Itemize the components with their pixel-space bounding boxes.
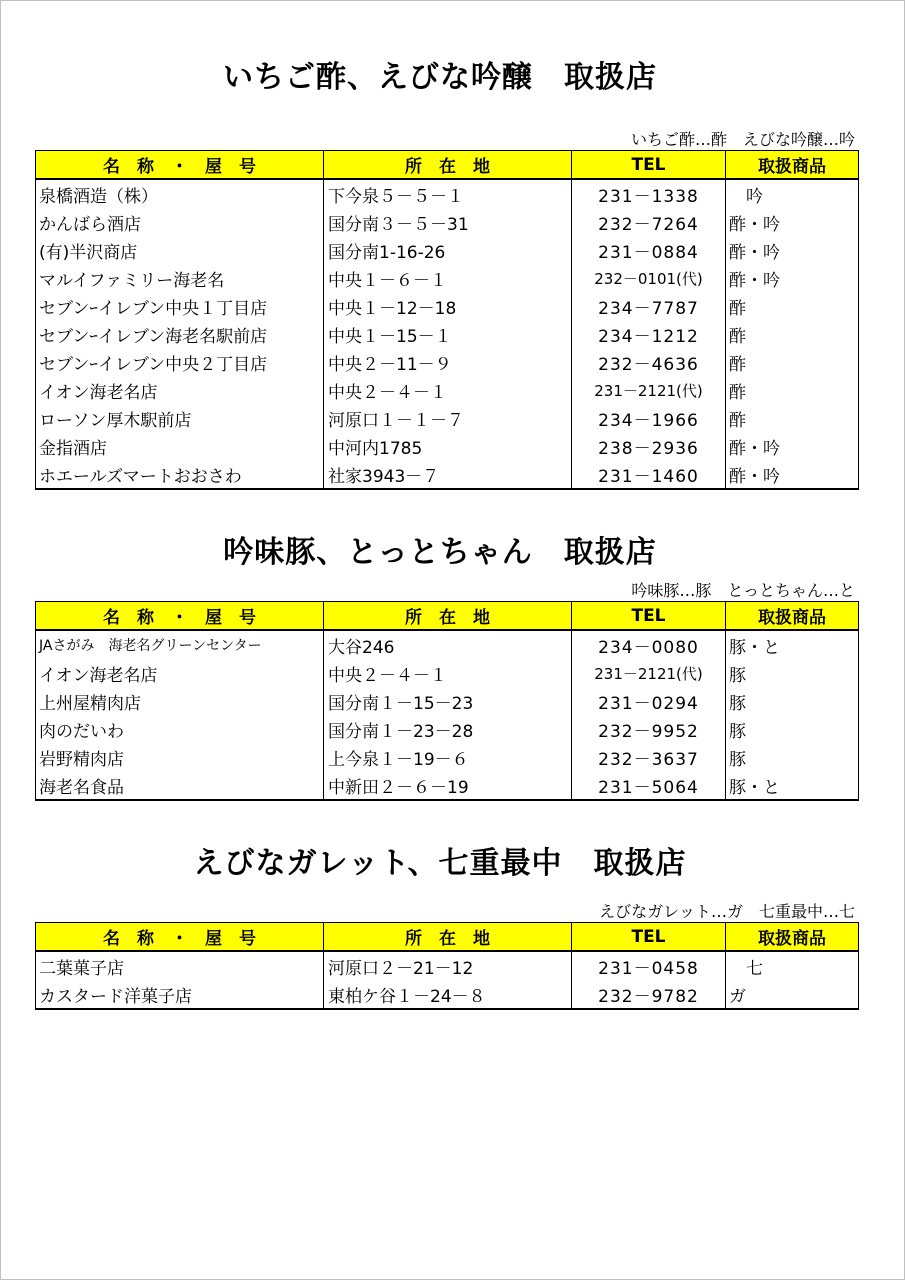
shop-tel: 231－1338 [572,179,726,208]
shop-goods: 酢 [726,404,859,432]
section-legend: えびなガレット…ガ 七重最中…七 [599,902,855,921]
header-tel: TEL [572,151,726,180]
shop-name: 泉橋酒造（株） [36,179,324,208]
shop-goods: 豚・と [726,630,859,659]
table-row [36,208,859,236]
shop-tel: 231－0294 [572,687,726,715]
shop-address: 中央２－４－１ [324,659,572,687]
shop-address: 中河内1785 [324,432,572,460]
shop-name: ホエールズマートおおさわ [36,460,324,489]
shop-name: イオン海老名店 [36,376,324,404]
shop-address: 中新田２－６－19 [324,771,572,800]
shop-tel: 231－2121(代) [572,659,726,687]
shop-name: 海老名食品 [36,771,324,800]
table-row [36,659,859,687]
table-row [36,404,859,432]
table-row [36,980,859,1009]
section-title: 吟味豚、とっとちゃん 取扱店 [223,535,657,570]
shop-tel: 231－0458 [572,951,726,980]
section-legend: いちご酢…酢 えびな吟醸…吟 [630,130,855,149]
table-row [36,348,859,376]
shop-tel: 232－9952 [572,715,726,743]
shop-address: 社家3943－７ [324,460,572,489]
header-goods: 取扱商品 [726,151,859,180]
shop-goods: 豚 [726,659,859,687]
shop-goods: 酢・吟 [726,264,859,292]
shop-address: 中央２－11－９ [324,348,572,376]
shop-address: 河原口２－21－12 [324,951,572,980]
shop-address: 大谷246 [324,630,572,659]
shop-goods: 七 [726,951,859,980]
table-row [36,179,859,208]
shop-name: 上州屋精肉店 [36,687,324,715]
shop-goods: 酢 [726,320,859,348]
shop-name: (有)半沢商店 [36,236,324,264]
shop-goods: 酢・吟 [726,460,859,489]
shop-tel: 231－2121(代) [572,376,726,404]
shop-name: ローソン厚木駅前店 [36,404,324,432]
shop-goods: 酢 [726,292,859,320]
shop-name: 岩野精肉店 [36,743,324,771]
shop-goods: 豚・と [726,771,859,800]
shop-name: 金指酒店 [36,432,324,460]
shop-goods: 豚 [726,715,859,743]
header-name: 名 称 ・ 屋 号 [36,923,324,952]
shop-tel: 232－3637 [572,743,726,771]
header-name: 名 称 ・ 屋 号 [36,602,324,631]
header-goods: 取扱商品 [726,602,859,631]
shop-name: 肉のだいわ [36,715,324,743]
table-row [36,264,859,292]
shop-table [35,922,859,1010]
shop-table [35,150,859,490]
shop-goods: 吟 [726,179,859,208]
shop-tel: 232－0101(代) [572,264,726,292]
table-row [36,951,859,980]
table-row [36,687,859,715]
shop-name: JAさがみ 海老名グリーンセンター [36,630,324,659]
table-row [36,630,859,659]
table-row [36,743,859,771]
table-row [36,236,859,264]
table-row [36,292,859,320]
shop-name: カスタード洋菓子店 [36,980,324,1009]
shop-address: 中央２－４－１ [324,376,572,404]
shop-address: 国分南３－５－31 [324,208,572,236]
shop-tel: 234－0080 [572,630,726,659]
shop-name: イオン海老名店 [36,659,324,687]
table-header-row [36,151,859,180]
shop-address: 中央１－15－１ [324,320,572,348]
shop-address: 河原口１－１－７ [324,404,572,432]
shop-goods: ガ [726,980,859,1009]
table-row [36,320,859,348]
shop-goods: 酢・吟 [726,432,859,460]
shop-name: セブンｰイレブン中央２丁目店 [36,348,324,376]
shop-address: 上今泉１－19－６ [324,743,572,771]
shop-goods: 豚 [726,687,859,715]
shop-name: マルイファミリー海老名 [36,264,324,292]
shop-goods: 酢 [726,348,859,376]
header-address: 所 在 地 [324,151,572,180]
shop-name: 二葉菓子店 [36,951,324,980]
shop-name: セブンｰイレブン海老名駅前店 [36,320,324,348]
shop-tel: 234－1966 [572,404,726,432]
shop-tel: 231－1460 [572,460,726,489]
shop-tel: 234－7787 [572,292,726,320]
shop-tel: 238－2936 [572,432,726,460]
table-header-row [36,602,859,631]
shop-address: 国分南１－23－28 [324,715,572,743]
shop-tel: 231－5064 [572,771,726,800]
header-tel: TEL [572,602,726,631]
shop-goods: 酢・吟 [726,236,859,264]
header-tel: TEL [572,923,726,952]
shop-tel: 232－9782 [572,980,726,1009]
shop-tel: 231－0884 [572,236,726,264]
section-title: えびなガレット、七重最中 取扱店 [193,846,687,881]
header-name: 名 称 ・ 屋 号 [36,151,324,180]
table-row [36,376,859,404]
header-address: 所 在 地 [324,923,572,952]
shop-address: 東柏ケ谷１－24－８ [324,980,572,1009]
section-legend: 吟味豚…豚 とっとちゃん…と [631,581,855,600]
shop-address: 中央１－６－１ [324,264,572,292]
table-header-row [36,923,859,952]
shop-tel: 234－1212 [572,320,726,348]
table-row [36,432,859,460]
header-address: 所 在 地 [324,602,572,631]
shop-goods: 豚 [726,743,859,771]
shop-name: セブンｰイレブン中央１丁目店 [36,292,324,320]
shop-tel: 232－7264 [572,208,726,236]
shop-address: 国分南1-16-26 [324,236,572,264]
shop-address: 下今泉５－５－１ [324,179,572,208]
shop-goods: 酢 [726,376,859,404]
table-row [36,715,859,743]
shop-table [35,601,859,801]
header-goods: 取扱商品 [726,923,859,952]
section-title: いちご酢、えびな吟醸 取扱店 [223,60,657,95]
shop-name: かんばら酒店 [36,208,324,236]
shop-goods: 酢・吟 [726,208,859,236]
shop-tel: 232－4636 [572,348,726,376]
shop-address: 国分南１－15－23 [324,687,572,715]
table-row [36,771,859,800]
shop-address: 中央１－12－18 [324,292,572,320]
table-row [36,460,859,489]
